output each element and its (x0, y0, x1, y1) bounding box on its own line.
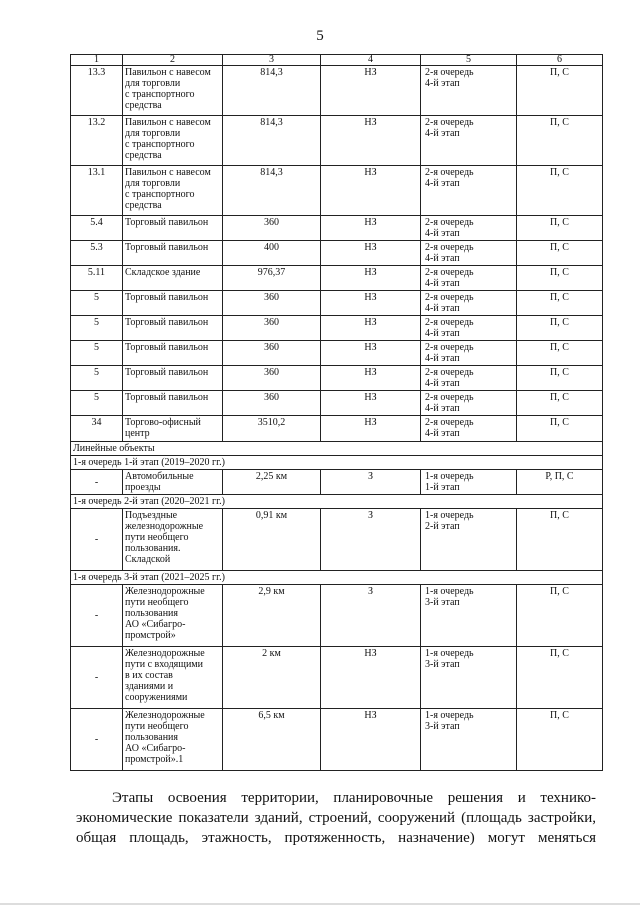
cell-text: З (367, 471, 373, 482)
cell-text: 2-я очередь 4-й этап (425, 267, 474, 289)
section-title: 1-я очередь 1-й этап (2019–2020 гг.) (71, 456, 603, 470)
cell-purpose (517, 241, 603, 266)
cell-status (321, 709, 421, 771)
cell-stage (421, 470, 517, 495)
cell-text: Р, П, С (545, 471, 574, 482)
cell-area (223, 241, 321, 266)
cell-purpose (517, 316, 603, 341)
cell-text: П, С (550, 267, 569, 278)
cell-text: 2-я очередь 4-й этап (425, 342, 474, 364)
cell-text: П, С (550, 392, 569, 403)
cell-text: 5.3 (90, 242, 103, 253)
cell-text: Павильон с навесом для торговли с транспортного средства (125, 67, 211, 111)
cell-text: 0,91 км (255, 510, 288, 521)
section-title: 1-я очередь 3-й этап (2021–2025 гг.) (71, 571, 603, 585)
cell-text: НЗ (364, 217, 377, 228)
cell-text: Торговый павильон (125, 317, 209, 328)
section-title: 1-я очередь 2-й этап (2020–2021 гг.) (71, 495, 603, 509)
cell-text: Торговый павильон (125, 242, 209, 253)
cell-text: П, С (550, 317, 569, 328)
table-row (71, 709, 603, 771)
cell-area (223, 391, 321, 416)
cell-text: З (367, 586, 373, 597)
cell-text: 360 (264, 392, 279, 403)
cell-text: 5 (94, 292, 99, 303)
cell-text: НЗ (364, 342, 377, 353)
cell-stage (421, 391, 517, 416)
cell-text: Железнодорожные пути с входящими в их состав зданиями и сооружениями (125, 648, 205, 703)
cell-name (123, 709, 223, 771)
cell-text: 360 (264, 367, 279, 378)
cell-no (71, 585, 123, 647)
footer-line: экономические показатели зданий, строений, сооружений (площадь застройки, (76, 810, 596, 826)
cell-name (123, 366, 223, 391)
cell-text: Складское здание (125, 267, 201, 278)
table-row (71, 647, 603, 709)
cell-text: НЗ (364, 292, 377, 303)
table-row (71, 216, 603, 241)
cell-status (321, 366, 421, 391)
cell-text: 5 (94, 342, 99, 353)
cell-purpose (517, 709, 603, 771)
cell-text: 2-я очередь 4-й этап (425, 367, 474, 389)
cell-stage (421, 585, 517, 647)
cell-no (71, 509, 123, 571)
header-cell: 4 (321, 55, 421, 66)
cell-name (123, 585, 223, 647)
cell-text: П, С (550, 586, 569, 597)
cell-text: 5.4 (90, 217, 103, 228)
cell-text: З (367, 510, 373, 521)
cell-text: Павильон с навесом для торговли с транспортного средства (125, 117, 211, 161)
cell-purpose (517, 585, 603, 647)
cell-name (123, 216, 223, 241)
cell-no (71, 647, 123, 709)
cell-area (223, 585, 321, 647)
cell-purpose (517, 470, 603, 495)
cell-purpose (517, 391, 603, 416)
cell-stage (421, 291, 517, 316)
cell-text: 1-я очередь 1-й этап (425, 471, 474, 493)
cell-text: НЗ (364, 242, 377, 253)
cell-text: 2,9 км (258, 586, 285, 597)
table-row (71, 366, 603, 391)
cell-no (71, 366, 123, 391)
table-row (71, 241, 603, 266)
cell-stage (421, 66, 517, 116)
cell-text: 2-я очередь 4-й этап (425, 117, 474, 139)
cell-name (123, 266, 223, 291)
cell-text: 2-я очередь 4-й этап (425, 417, 474, 439)
cell-status (321, 585, 421, 647)
cell-text: 360 (264, 292, 279, 303)
cell-no (71, 316, 123, 341)
section-title: Линейные объекты (71, 442, 603, 456)
cell-purpose (517, 216, 603, 241)
table-row (71, 66, 603, 116)
cell-purpose (517, 66, 603, 116)
cell-text: Подъездные железнодорожные пути необщего пользования. Складской (125, 510, 204, 565)
cell-text: 2 км (262, 648, 281, 659)
cell-text: НЗ (364, 648, 377, 659)
table-row (71, 391, 603, 416)
cell-purpose (517, 341, 603, 366)
cell-name (123, 341, 223, 366)
cell-text: П, С (550, 367, 569, 378)
cell-name (123, 166, 223, 216)
cell-text: 5 (94, 367, 99, 378)
cell-text: 976,37 (257, 267, 286, 278)
cell-text: 814,3 (260, 167, 283, 178)
cell-text: П, С (550, 242, 569, 253)
cell-text: Торговый павильон (125, 342, 209, 353)
header-cell: 1 (71, 55, 123, 66)
cell-text: - (94, 476, 99, 488)
cell-status (321, 291, 421, 316)
page-number: 5 (316, 28, 324, 44)
cell-text: П, С (550, 167, 569, 178)
cell-area (223, 709, 321, 771)
cell-stage (421, 166, 517, 216)
cell-no (71, 241, 123, 266)
cell-status (321, 647, 421, 709)
cell-text: - (94, 672, 99, 683)
cell-text: 360 (264, 317, 279, 328)
cell-text: 34 (91, 417, 102, 428)
cell-stage (421, 366, 517, 391)
cell-stage (421, 241, 517, 266)
cell-text: П, С (550, 648, 569, 659)
cell-text: 814,3 (260, 67, 283, 78)
cell-purpose (517, 291, 603, 316)
header-cell: 5 (421, 55, 517, 66)
cell-text: П, С (550, 417, 569, 428)
footer-line: Этапы освоения территории, планировочные решения и технико- (112, 790, 596, 806)
cell-no (71, 291, 123, 316)
header-cell: 3 (223, 55, 321, 66)
cell-area (223, 509, 321, 571)
stages-table (70, 54, 603, 771)
cell-text: 2-я очередь 4-й этап (425, 242, 474, 264)
cell-purpose (517, 509, 603, 571)
cell-text: П, С (550, 217, 569, 228)
footer-paragraph (76, 788, 596, 848)
cell-text: - (94, 610, 99, 621)
table-section-row (71, 456, 603, 470)
cell-text: 2-я очередь 4-й этап (425, 317, 474, 339)
cell-no (71, 709, 123, 771)
table-row (71, 416, 603, 442)
table-row (71, 266, 603, 291)
cell-text: НЗ (364, 710, 377, 721)
cell-area (223, 647, 321, 709)
cell-area (223, 366, 321, 391)
cell-status (321, 391, 421, 416)
cell-no (71, 391, 123, 416)
cell-area (223, 291, 321, 316)
cell-text: 1-я очередь 2-й этап (425, 510, 474, 532)
cell-status (321, 316, 421, 341)
cell-name (123, 509, 223, 571)
cell-name (123, 391, 223, 416)
table-row (71, 291, 603, 316)
cell-text: 1-я очередь 3-й этап (425, 586, 474, 608)
cell-area (223, 341, 321, 366)
cell-purpose (517, 366, 603, 391)
cell-text: - (94, 734, 99, 745)
cell-area (223, 266, 321, 291)
cell-text: Торговый павильон (125, 367, 209, 378)
cell-text: П, С (550, 292, 569, 303)
cell-name (123, 316, 223, 341)
table-section-row (71, 442, 603, 456)
cell-area (223, 216, 321, 241)
cell-text: 1-я очередь 3-й этап (425, 648, 474, 670)
cell-status (321, 266, 421, 291)
cell-text: 360 (264, 217, 279, 228)
table-row (71, 166, 603, 216)
cell-area (223, 116, 321, 166)
cell-stage (421, 266, 517, 291)
table-header-row (71, 55, 603, 66)
cell-status (321, 341, 421, 366)
cell-status (321, 116, 421, 166)
cell-no (71, 166, 123, 216)
cell-text: 1-я очередь 3-й этап (425, 710, 474, 732)
cell-name (123, 66, 223, 116)
cell-text: - (94, 534, 99, 545)
cell-stage (421, 509, 517, 571)
cell-text: Автомобильные проезды (125, 471, 194, 493)
cell-stage (421, 647, 517, 709)
cell-no (71, 416, 123, 442)
cell-text: 6,5 км (258, 710, 285, 721)
cell-area (223, 470, 321, 495)
cell-text: Железнодорожные пути необщего пользования АО «Сибагро- промстрой» (125, 586, 205, 641)
cell-text: Железнодорожные пути необщего пользования АО «Сибагро- промстрой».1 (125, 710, 205, 765)
cell-name (123, 647, 223, 709)
cell-text: НЗ (364, 367, 377, 378)
table-row (71, 470, 603, 495)
cell-text: 400 (264, 242, 279, 253)
cell-text: 814,3 (260, 117, 283, 128)
cell-text: 3510,2 (257, 417, 286, 428)
cell-text: НЗ (364, 417, 377, 428)
table-row (71, 509, 603, 571)
cell-text: 2-я очередь 4-й этап (425, 67, 474, 89)
cell-no (71, 66, 123, 116)
cell-name (123, 116, 223, 166)
cell-text: НЗ (364, 392, 377, 403)
cell-name (123, 291, 223, 316)
cell-purpose (517, 416, 603, 442)
table-row (71, 316, 603, 341)
cell-text: 2,25 км (255, 471, 288, 482)
cell-stage (421, 316, 517, 341)
cell-name (123, 470, 223, 495)
cell-area (223, 416, 321, 442)
cell-text: НЗ (364, 317, 377, 328)
cell-purpose (517, 266, 603, 291)
table-section-row (71, 495, 603, 509)
table-row (71, 116, 603, 166)
cell-no (71, 341, 123, 366)
cell-text: П, С (550, 710, 569, 721)
cell-stage (421, 416, 517, 442)
cell-text: П, С (550, 67, 569, 78)
cell-stage (421, 216, 517, 241)
cell-text: П, С (550, 510, 569, 521)
cell-text: 2-я очередь 4-й этап (425, 292, 474, 314)
cell-text: Торгово-офисный центр (125, 417, 201, 439)
table-row (71, 585, 603, 647)
cell-text: П, С (550, 117, 569, 128)
cell-no (71, 266, 123, 291)
cell-text: Торговый павильон (125, 217, 209, 228)
cell-text: Павильон с навесом для торговли с транспортного средства (125, 167, 211, 211)
cell-text: 360 (264, 342, 279, 353)
cell-purpose (517, 166, 603, 216)
cell-no (71, 116, 123, 166)
cell-stage (421, 341, 517, 366)
cell-text: 2-я очередь 4-й этап (425, 167, 474, 189)
cell-text: 2-я очередь 4-й этап (425, 392, 474, 414)
cell-text: НЗ (364, 117, 377, 128)
cell-purpose (517, 116, 603, 166)
cell-purpose (517, 647, 603, 709)
footer-line: общая площадь, этажность, протяженность, назначение) могут меняться (76, 830, 596, 846)
cell-area (223, 316, 321, 341)
cell-status (321, 216, 421, 241)
header-cell: 2 (123, 55, 223, 66)
cell-text: Торговый павильон (125, 292, 209, 303)
cell-text: НЗ (364, 167, 377, 178)
table-row (71, 341, 603, 366)
cell-text: 13.3 (87, 67, 106, 78)
cell-status (321, 509, 421, 571)
cell-area (223, 166, 321, 216)
cell-text: 5 (94, 317, 99, 328)
cell-status (321, 470, 421, 495)
cell-text: П, С (550, 342, 569, 353)
cell-no (71, 216, 123, 241)
cell-status (321, 166, 421, 216)
cell-stage (421, 116, 517, 166)
cell-text: 2-я очередь 4-й этап (425, 217, 474, 239)
cell-no (71, 470, 123, 495)
cell-text: 13.2 (87, 117, 106, 128)
cell-text: 5.11 (87, 267, 106, 278)
cell-status (321, 241, 421, 266)
cell-stage (421, 709, 517, 771)
cell-status (321, 66, 421, 116)
cell-area (223, 66, 321, 116)
table-section-row (71, 571, 603, 585)
cell-text: НЗ (364, 267, 377, 278)
cell-name (123, 416, 223, 442)
cell-status (321, 416, 421, 442)
cell-text: 5 (94, 392, 99, 403)
header-cell: 6 (517, 55, 603, 66)
cell-name (123, 241, 223, 266)
cell-text: 13.1 (87, 167, 106, 178)
cell-text: Торговый павильон (125, 392, 209, 403)
cell-text: НЗ (364, 67, 377, 78)
